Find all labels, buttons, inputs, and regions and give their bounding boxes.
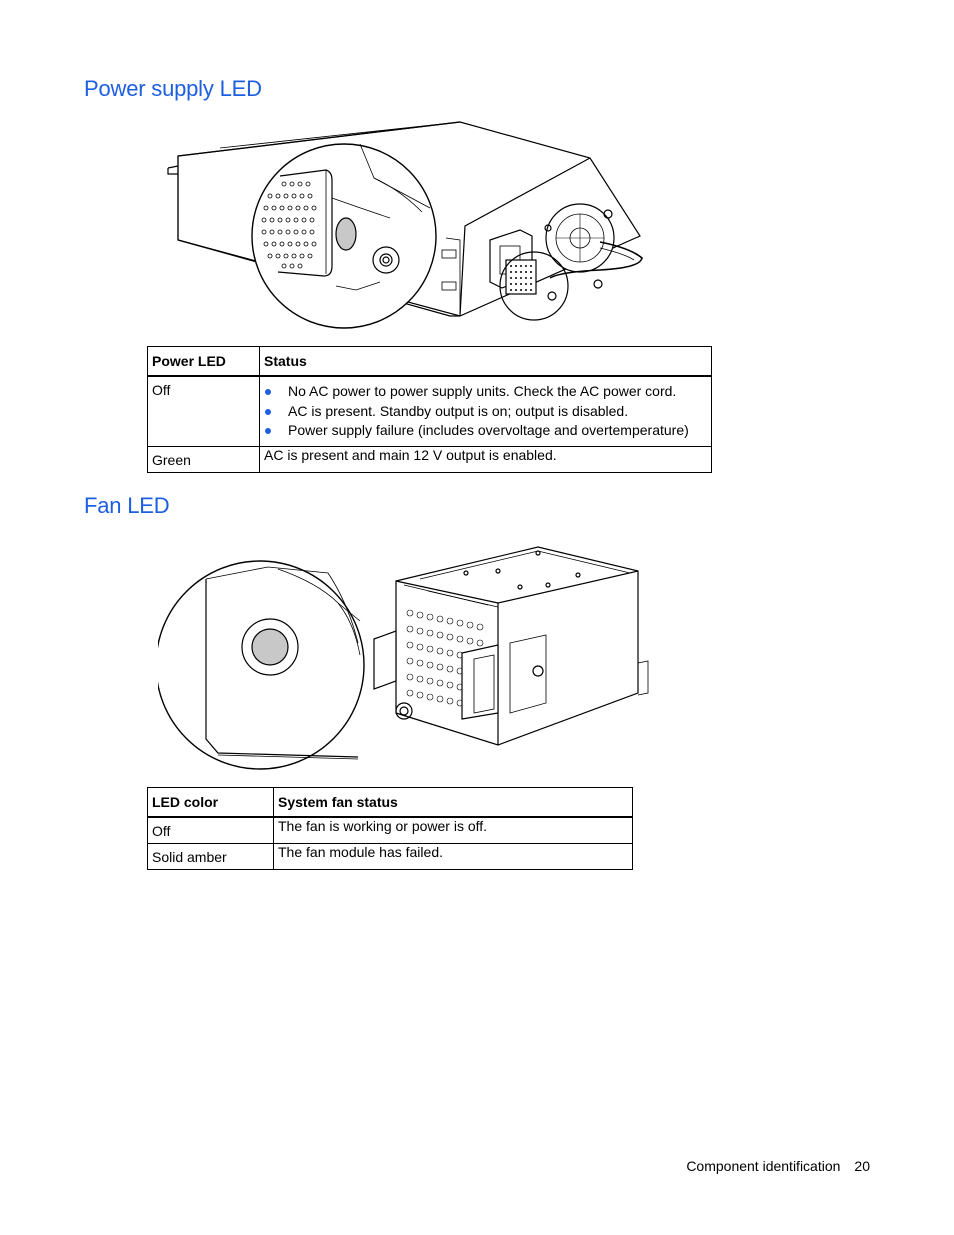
status-list: [264, 380, 707, 443]
fan-led-heading: Fan LED: [84, 493, 170, 518]
fan-status-cell: The fan module has failed.: [274, 844, 633, 870]
led-color-cell: Solid amber: [148, 844, 274, 870]
table-row: [148, 447, 712, 473]
power-supply-led-heading: Power supply LED: [84, 76, 262, 101]
list-item: [264, 382, 707, 402]
table-row: [148, 376, 712, 447]
led-state-cell: Green: [148, 447, 260, 473]
bullet-icon: [265, 409, 271, 415]
footer-section-title: Component identification: [686, 1158, 841, 1174]
led-color-cell: Off: [148, 817, 274, 844]
column-header-led-color: LED color: [148, 788, 274, 818]
list-item: [264, 421, 707, 441]
list-item-text: No AC power to power supply units. Check the AC power cord.: [288, 383, 677, 399]
table-header-row: [148, 347, 712, 377]
led-state-cell: Off: [148, 376, 260, 447]
table-row: [148, 844, 633, 870]
column-header-system-fan-status: System fan status: [274, 788, 633, 818]
fan-led-table: [147, 787, 633, 870]
list-item: [264, 402, 707, 422]
list-item-text: Power supply failure (includes overvoltage and overtemperature): [288, 422, 689, 438]
power-led-table: [147, 346, 712, 473]
column-header-power-led: Power LED: [148, 347, 260, 377]
table-header-row: [148, 788, 633, 818]
page-footer: [686, 1158, 870, 1174]
bullet-icon: [265, 389, 271, 395]
status-cell: AC is present and main 12 V output is enabled.: [260, 447, 712, 473]
power-supply-illustration: [160, 118, 650, 333]
fan-module-illustration: [158, 543, 658, 773]
status-cell: [260, 376, 712, 447]
page-number: 20: [854, 1158, 870, 1174]
list-item-text: AC is present. Standby output is on; output is disabled.: [288, 402, 629, 419]
fan-status-cell: The fan is working or power is off.: [274, 817, 633, 844]
bullet-icon: [265, 428, 271, 434]
table-row: [148, 817, 633, 844]
column-header-status: Status: [260, 347, 712, 377]
